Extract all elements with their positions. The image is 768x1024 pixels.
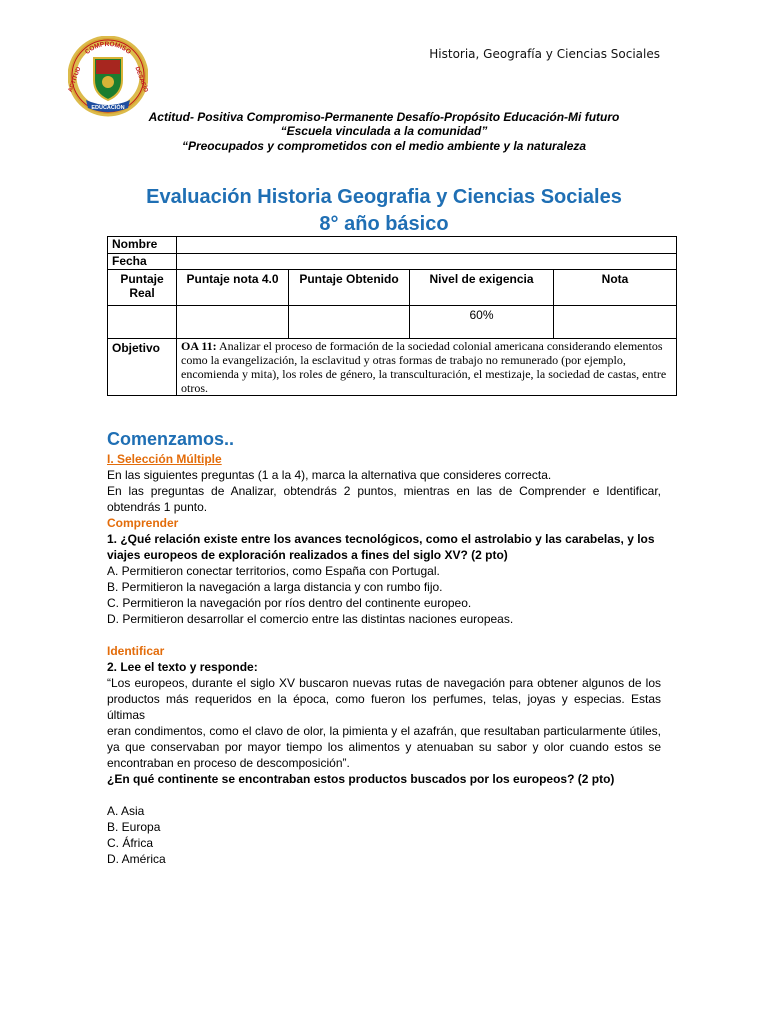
motto-line-1: Actitud- Positiva Compromiso-Permanente Desafío-Propósito Educación-Mi futuro <box>148 110 620 124</box>
logo-left-text: ACTITUD <box>68 66 83 94</box>
header-nivel-exigencia: Nivel de exigencia <box>410 270 554 306</box>
q2-text-1: “Los europeos, durante el siglo XV buscaron nuevas rutas de navegación para obtener algunos de los productos más requeridos en la época, como fueron los perfumes, telas, joyas y especias. Estas últimas <box>107 676 661 722</box>
section-heading: Comenzamos.. <box>107 429 235 449</box>
q2-option-d[interactable]: D. América <box>107 852 166 866</box>
value-puntaje-real[interactable] <box>108 306 177 339</box>
q2-text-2: eran condimentos, como el clavo de olor, la pimienta y el azafrán, que resultaban particularmente útiles, ya que conservaban por mayor tiempo los alimentos y atenuaban su sabor y olor cuando estos se encontraban en proceso de descomposición”. <box>107 724 661 770</box>
q2-option-c[interactable]: C. África <box>107 836 154 850</box>
logo-shield-top <box>96 60 120 74</box>
page-subtitle: 8° año básico <box>319 213 449 235</box>
fecha-label: Fecha <box>108 254 177 270</box>
motto-line-3: “Preocupados y comprometidos con el medio ambiente y la naturaleza <box>181 139 587 153</box>
spacer <box>107 627 661 643</box>
logo-bottom-text: EDUCACIÓN <box>91 105 125 111</box>
instructions-2: En las preguntas de Analizar, obtendrás 2 puntos, mientras en las de Comprender e Identificar, obtendrás 1 punto. <box>107 484 661 514</box>
q2-prompt: 2. Lee el texto y responde: <box>107 660 258 674</box>
q1-option-a[interactable]: A. Permitieron conectar territorios, como España con Portugal. <box>107 564 440 578</box>
q2-category: Identificar <box>107 644 165 658</box>
header-puntaje-obtenido: Puntaje Obtenido <box>289 270 410 306</box>
section-title: I. Selección Múltiple <box>107 452 222 466</box>
student-info-table <box>107 236 677 396</box>
q1-option-d[interactable]: D. Permitieron desarrollar el comercio entre las distintas naciones europeas. <box>107 612 514 626</box>
logo-right-text: DESAFÍO <box>133 66 148 94</box>
q1-question: 1. ¿Qué relación existe entre los avances tecnológicos, como el astrolabio y las carabelas, y los viajes europeos de exploración realizados a fines del siglo XV? (2 pto) <box>107 532 655 562</box>
q2-option-b[interactable]: B. Europa <box>107 820 161 834</box>
q1-option-b[interactable]: B. Permitieron la navegación a larga distancia y con rumbo fijo. <box>107 580 443 594</box>
logo-emblem <box>102 76 114 88</box>
subject-header: Historia, Geografía y Ciencias Sociales <box>429 47 660 61</box>
value-nivel-exigencia: 60% <box>410 306 554 339</box>
q1-category: Comprender <box>107 516 179 530</box>
motto-line-2: “Escuela vinculada a la comunidad” <box>280 124 488 138</box>
spacer <box>107 787 661 803</box>
header-puntaje-real: Puntaje Real <box>108 270 177 306</box>
objective-code: OA 11: <box>181 339 217 353</box>
fecha-field[interactable] <box>177 254 677 270</box>
nombre-field[interactable] <box>177 237 677 254</box>
objective-label: Objetivo <box>108 339 177 396</box>
q2-question: ¿En qué continente se encontraban estos productos buscados por los europeos? (2 pto) <box>107 772 615 786</box>
value-nota[interactable] <box>554 306 677 339</box>
value-puntaje-obtenido[interactable] <box>289 306 410 339</box>
objective-text: Analizar el proceso de formación de la sociedad colonial americana considerando elementos como la evangelización, la esclavitud y otras formas de trabajo no remunerado (por ejemplo, encomienda y mita), los roles de género, la transculturación, el mestizaje, la sociedad de castas, entre otros. <box>181 339 667 395</box>
instructions-1: En las siguientes preguntas (1 a la 4), marca la alternativa que consideres correcta. <box>107 468 552 482</box>
page-title: Evaluación Historia Geografia y Ciencias Sociales <box>146 186 622 208</box>
header-nota: Nota <box>554 270 677 306</box>
logo-top-text: COMPROMISO <box>83 40 133 56</box>
value-puntaje-nota[interactable] <box>177 306 289 339</box>
exam-content <box>107 427 661 867</box>
header-puntaje-nota: Puntaje nota 4.0 <box>177 270 289 306</box>
q1-option-c[interactable]: C. Permitieron la navegación por ríos dentro del continente europeo. <box>107 596 472 610</box>
objective-cell <box>177 339 677 396</box>
q2-option-a[interactable]: A. Asia <box>107 804 145 818</box>
nombre-label: Nombre <box>108 237 177 254</box>
